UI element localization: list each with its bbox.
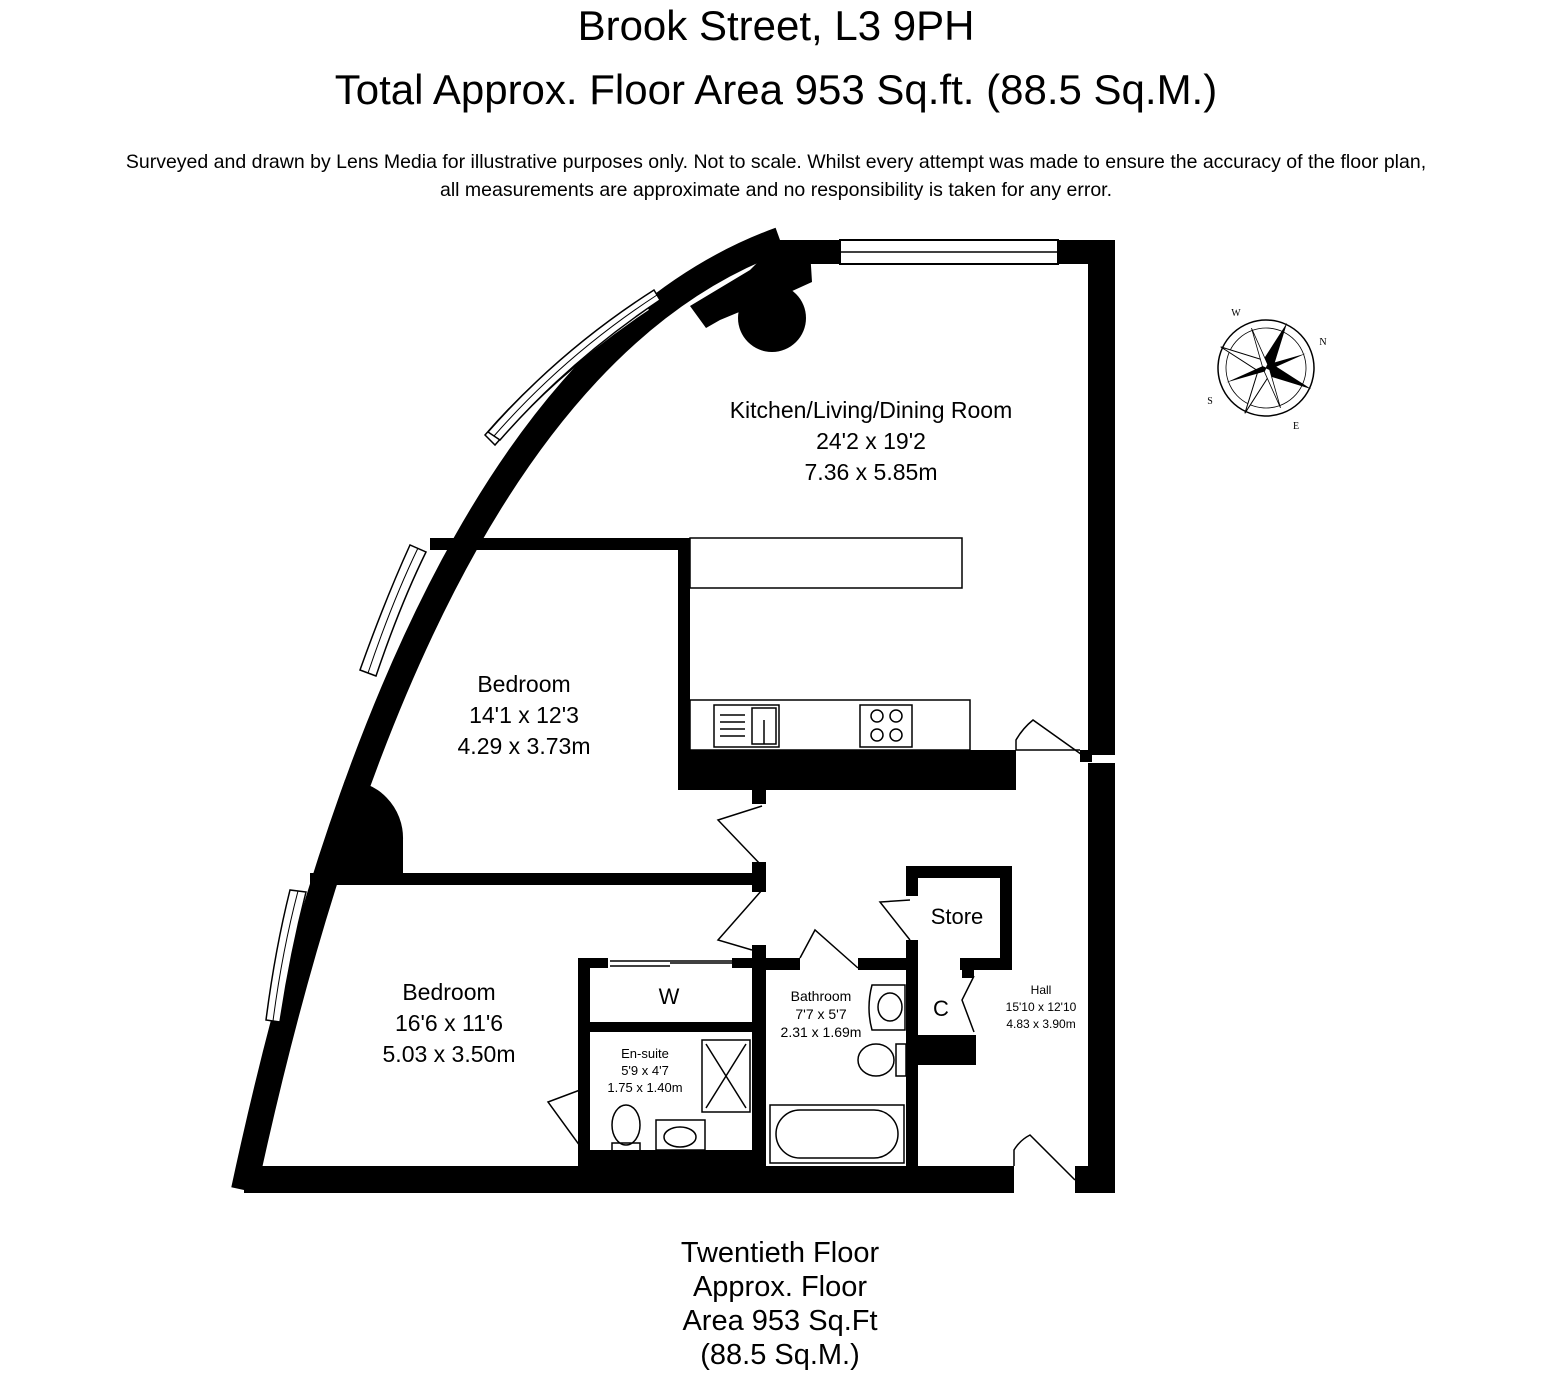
hall-label [1006, 983, 1077, 1031]
bedroom2-imperial: 16'6 x 11'6 [394, 1010, 504, 1036]
kitchen-counter [690, 700, 970, 750]
bedroom2-name: Bedroom [402, 979, 496, 1005]
kitchen-fixtures [690, 538, 970, 750]
basin-icon [869, 985, 905, 1030]
bedroom1-name: Bedroom [477, 671, 571, 697]
cupboard-label: C [933, 996, 949, 1021]
floor-caption [560, 1236, 1000, 1372]
ensuite-name: En-suite [621, 1046, 669, 1061]
bedroom1-imperial: 14'1 x 12'3 [469, 702, 579, 728]
hall-metric: 4.83 x 3.90m [1006, 1017, 1076, 1031]
hall-name: Hall [1030, 983, 1052, 997]
ensuite-label [607, 1046, 682, 1095]
kitchen-metric: 7.36 x 5.85m [804, 459, 938, 485]
total-area-title: Total Approx. Floor Area 953 Sq.ft. (88.5 Sq.M.) [334, 66, 1218, 113]
sink-icon [714, 705, 779, 747]
kitchen-island [690, 538, 962, 588]
ensuite-toilet-icon [612, 1105, 640, 1145]
wardrobe-fixture [610, 961, 732, 966]
floor-name: Twentieth Floor [680, 1237, 880, 1269]
disclaimer-line-2: all measurements are approximate and no responsibility is taken for any error. [440, 179, 1112, 201]
bedroom1-metric: 4.29 x 3.73m [457, 733, 591, 759]
ensuite-imperial: 5'9 x 4'7 [621, 1063, 669, 1078]
kitchen-name: Kitchen/Living/Dining Room [729, 397, 1013, 423]
kitchen-imperial: 24'2 x 19'2 [816, 428, 926, 454]
compass-east: E [1292, 421, 1300, 432]
compass-west: W [1231, 308, 1241, 319]
floor-area-line1: Approx. Floor [692, 1271, 868, 1303]
compass-north: N [1319, 337, 1327, 348]
floor-area-line2: Area 953 Sq.Ft [682, 1305, 878, 1337]
bedroom1-label [458, 671, 591, 759]
bathroom-imperial: 7'7 x 5'7 [795, 1006, 847, 1022]
bathroom-label [781, 988, 862, 1040]
bath-icon [770, 1105, 904, 1163]
disclaimer-line-1: Surveyed and drawn by Lens Media for illustrative purposes only. Not to scale. Whilst every attempt was made to ensure the accuracy of the floor plan, [125, 151, 1427, 173]
hob-icon [860, 705, 912, 747]
plan-address-title: Brook Street, L3 9PH [577, 2, 975, 49]
bathroom-name: Bathroom [790, 988, 852, 1004]
kitchen-label [730, 397, 1013, 485]
toilet-icon [858, 1044, 894, 1076]
bathroom-metric: 2.31 x 1.69m [780, 1024, 862, 1040]
wardrobe-label: W [658, 984, 680, 1009]
compass-south: S [1207, 396, 1213, 407]
bedroom2-metric: 5.03 x 3.50m [382, 1041, 516, 1067]
bedroom2-label [383, 979, 516, 1067]
ensuite-basin-icon [656, 1120, 705, 1150]
hall-imperial: 15'10 x 12'10 [1005, 1000, 1077, 1014]
ensuite-metric: 1.75 x 1.40m [607, 1080, 683, 1095]
store-label: Store [930, 904, 984, 929]
floor-area-line3: (88.5 Sq.M.) [700, 1339, 860, 1371]
compass-rose-icon [1200, 302, 1333, 435]
